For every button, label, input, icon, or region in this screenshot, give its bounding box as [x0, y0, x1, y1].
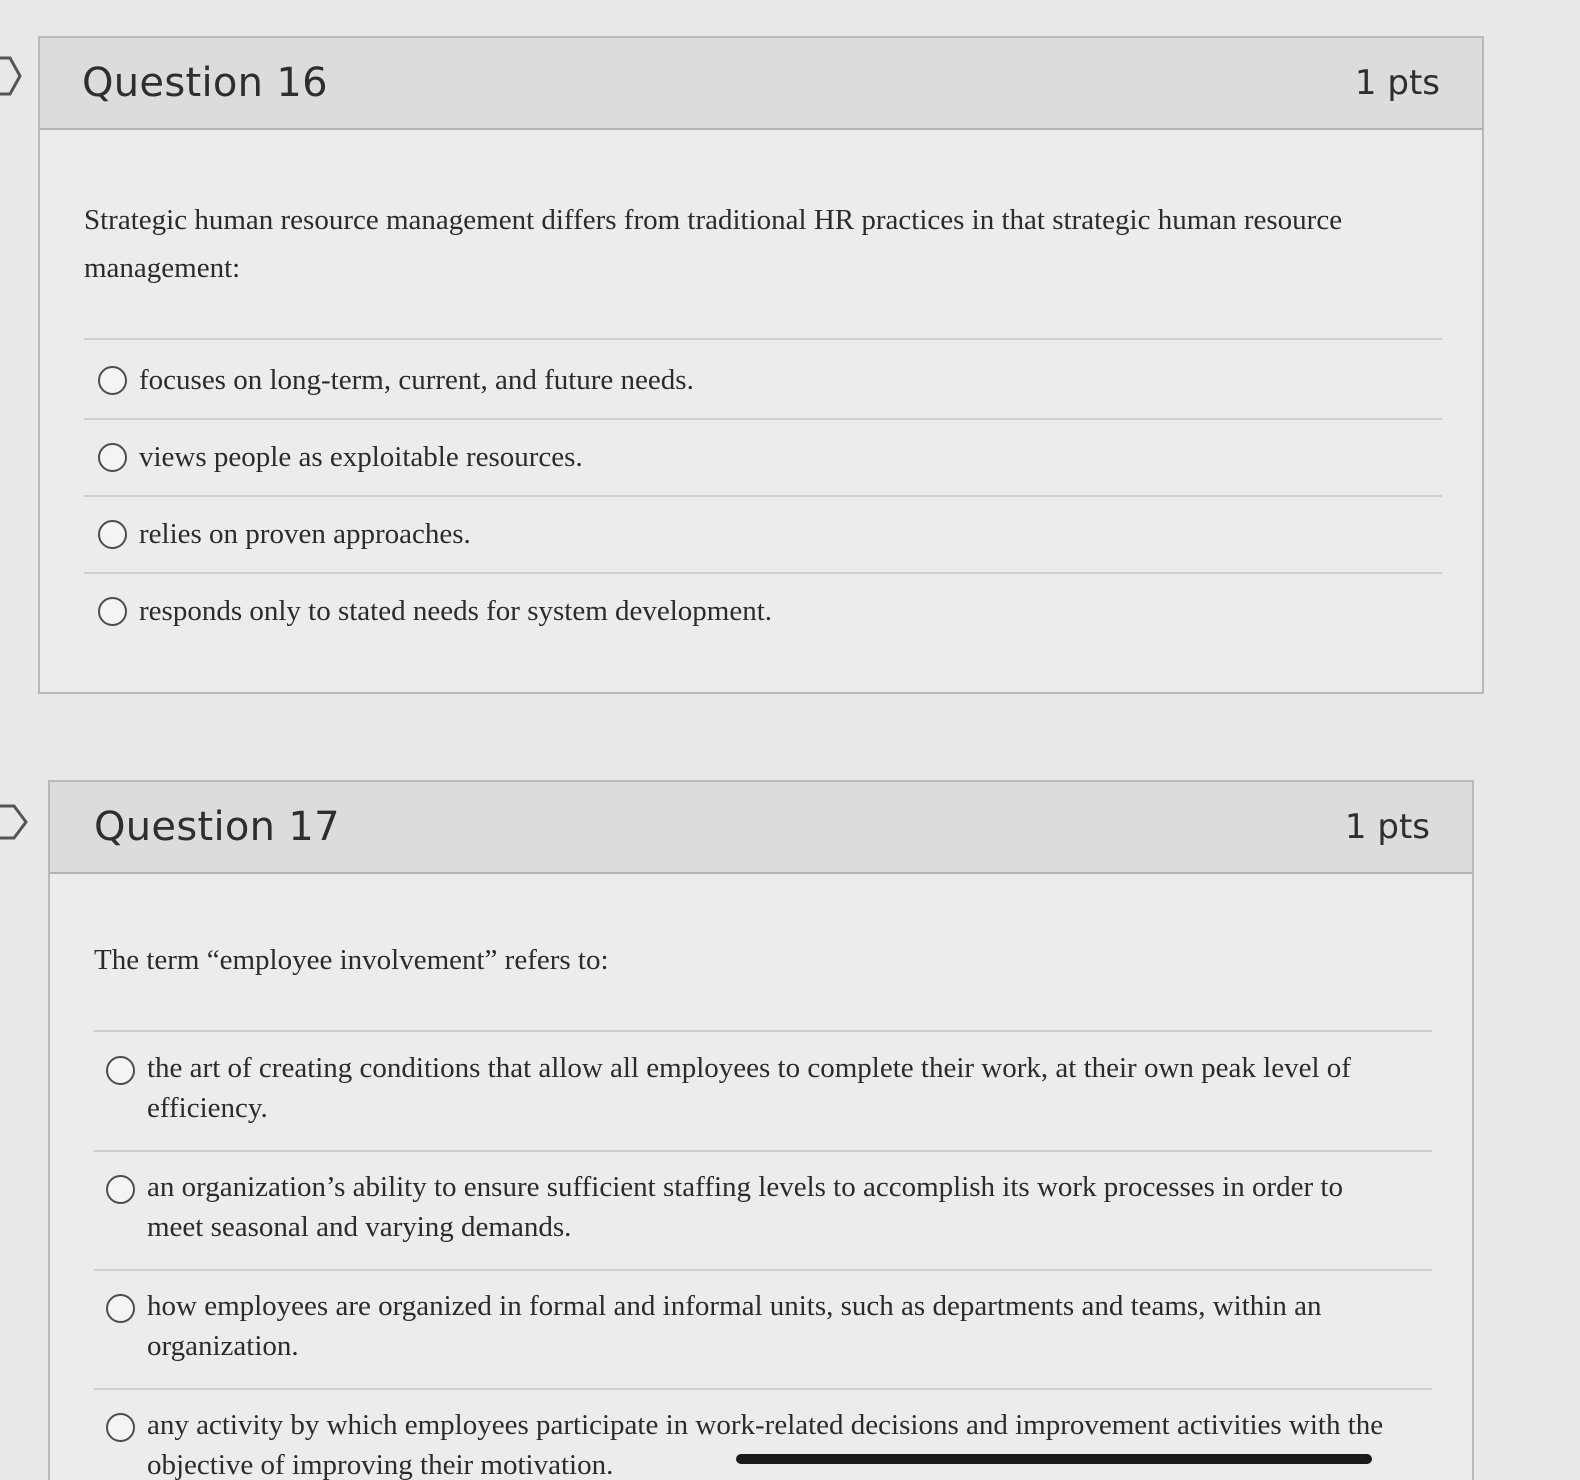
answer-label: focuses on long-term, current, and future needs. — [139, 364, 694, 396]
question-16-header — [40, 38, 1482, 130]
answer-option[interactable] — [94, 1152, 1432, 1269]
question-title: Question 16 — [82, 60, 328, 106]
answer-option[interactable] — [84, 497, 1442, 572]
question-16-body — [40, 130, 1482, 649]
radio-button[interactable] — [106, 1056, 135, 1085]
flag-question-17-icon[interactable] — [0, 802, 30, 842]
radio-button[interactable] — [98, 597, 127, 626]
radio-button[interactable] — [98, 443, 127, 472]
question-text: The term “employee involvement” refers to: — [94, 944, 609, 976]
flag-question-16-icon[interactable] — [0, 56, 30, 96]
scroll-indicator-bar[interactable] — [736, 1454, 1372, 1464]
answer-label: relies on proven approaches. — [139, 518, 471, 550]
radio-button[interactable] — [106, 1294, 135, 1323]
answer-label: how employees are organized in formal and informal units, such as departments and teams, within an organization. — [147, 1290, 1322, 1362]
question-text: Strategic human resource management differs from traditional HR practices in that strategic human resource management: — [84, 204, 1343, 284]
radio-button[interactable] — [98, 366, 127, 395]
answer-label: the art of creating conditions that allow all employees to complete their work, at their own peak level of efficiency. — [147, 1052, 1351, 1124]
answer-option[interactable] — [94, 1271, 1432, 1388]
answer-option[interactable] — [94, 1390, 1432, 1480]
question-17-card — [48, 780, 1474, 1480]
answer-label: an organization’s ability to ensure sufficient staffing levels to accomplish its work processes in order to meet seasonal and varying demands. — [147, 1171, 1343, 1243]
answer-label: views people as exploitable resources. — [139, 441, 583, 473]
question-points: 1 pts — [1354, 63, 1440, 103]
question-16-card — [38, 36, 1484, 694]
radio-button[interactable] — [106, 1175, 135, 1204]
answer-option[interactable] — [84, 574, 1442, 649]
radio-button[interactable] — [106, 1413, 135, 1442]
answer-label: any activity by which employees participate in work-related decisions and improvement activities with the objective of improving their motivation. — [147, 1409, 1384, 1480]
question-17-header — [50, 782, 1472, 874]
answer-option[interactable] — [84, 340, 1442, 418]
answer-label: responds only to stated needs for system development. — [139, 595, 773, 627]
question-17-body — [50, 874, 1472, 1480]
question-title: Question 17 — [94, 804, 340, 850]
question-points: 1 pts — [1344, 807, 1430, 847]
answer-option[interactable] — [94, 1032, 1432, 1150]
answer-option[interactable] — [84, 420, 1442, 495]
radio-button[interactable] — [98, 520, 127, 549]
